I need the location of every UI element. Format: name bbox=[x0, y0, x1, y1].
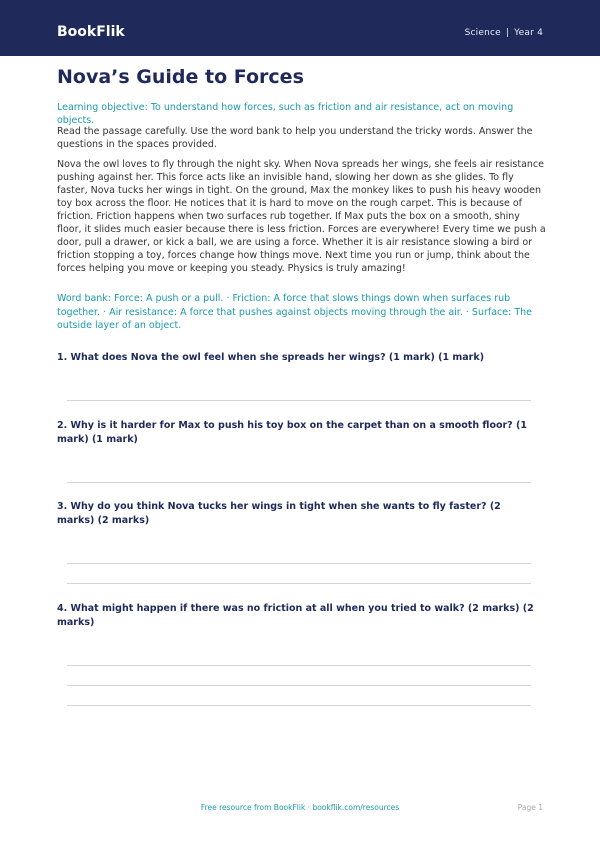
answer-line[interactable] bbox=[67, 705, 531, 706]
year-label: Year 4 bbox=[514, 28, 543, 38]
brand-logo-text[interactable]: BookFlik bbox=[57, 24, 125, 40]
subject-label: Science bbox=[464, 28, 501, 38]
question-1: 1. What does Nova the owl feel when she spreads her wings? (1 mark) (1 mark) bbox=[57, 352, 485, 363]
question-3: 3. Why do you think Nova tucks her wings in tight when she wants to fly faster? (2 marks) (2 marks) bbox=[57, 501, 501, 526]
page-title: Nova’s Guide to Forces bbox=[57, 66, 304, 88]
answer-line[interactable] bbox=[67, 665, 531, 666]
answer-line[interactable] bbox=[67, 563, 531, 564]
page-number: Page 1 bbox=[517, 803, 543, 812]
reading-passage: Nova the owl loves to fly through the night sky. When Nova spreads her wings, she feels air resistance pushing against her. This force acts like an invisible hand, slowing her down as she glides. To fly faster, Nova tucks her wings in tight. On the ground, Max the monkey likes to push his heavy wooden toy box across the floor. He notices that it is hard to move on the rough carpet. This is because of friction. Friction happens when two surfaces rub together. If Max puts the box on a smooth, shiny floor, it slides much easier because there is less friction. Forces are everywhere! Every time we push a door, pull a drawer, or kick a ball, we are using a force. Whether it is air resistance slowing a bird or friction stopping a toy, forces change how things move. Next time you run or jump, think about the forces helping you move or keeping you steady. Physics is truly amazing! bbox=[57, 159, 546, 274]
question-2: 2. Why is it harder for Max to push his toy box on the carpet than on a smooth floor? (1 mark) (1 mark) bbox=[57, 420, 527, 445]
answer-line[interactable] bbox=[67, 482, 531, 483]
answer-line[interactable] bbox=[67, 685, 531, 686]
subject-year-label bbox=[465, 28, 543, 38]
question-4: 4. What might happen if there was no friction at all when you tried to walk? (2 marks) (2 marks) bbox=[57, 603, 534, 628]
answer-line[interactable] bbox=[67, 583, 531, 584]
learning-objective: Learning objective: To understand how forces, such as friction and air resistance, act on moving objects. bbox=[57, 102, 514, 126]
footer-link[interactable]: Free resource from BookFlik · bookflik.com/resources bbox=[200, 803, 400, 812]
meta-separator: | bbox=[505, 28, 510, 38]
answer-line[interactable] bbox=[67, 400, 531, 401]
instructions-text: Read the passage carefully. Use the word bank to help you understand the tricky words. Answer the questions in the spaces provided. bbox=[57, 126, 533, 150]
word-bank: Word bank: Force: A push or a pull. · Friction: A force that slows things down when surfaces rub together. · Air resistance: A force that pushes against objects moving through the air. · Surface: The outside layer of an object. bbox=[57, 293, 533, 331]
page-header bbox=[0, 0, 600, 56]
